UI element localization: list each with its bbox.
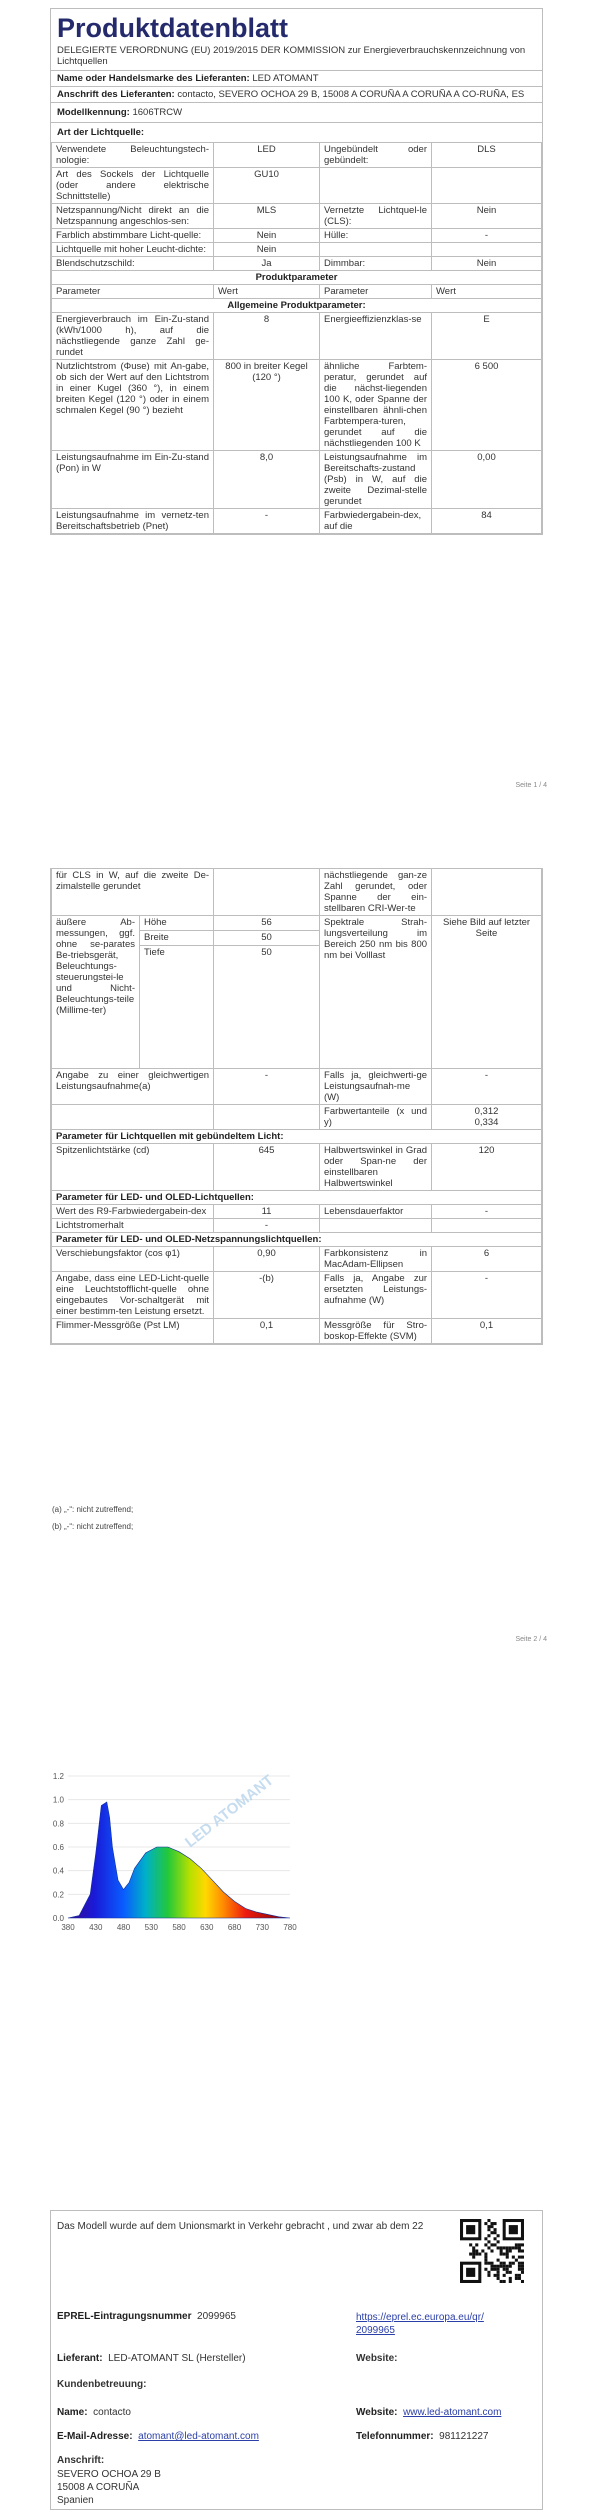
website2-link[interactable]: www.led-atomant.com <box>403 2407 502 2418</box>
dimensions-label: äußere Ab-messungen, ggf. ohne se-parates Be-triebsgerät, Beleuchtungs-steuerungstei-le und Nicht-Beleuchtungs-teile (Millime-ter) <box>52 916 140 1069</box>
type-param-value: GU10 <box>214 168 320 204</box>
email-label: E-Mail-Adresse: <box>57 2431 133 2442</box>
type-param-value: Nein <box>214 243 320 257</box>
led-param-value-2: - <box>432 1205 542 1219</box>
mains-param-value-2: 6 <box>432 1247 542 1272</box>
led-param-label-2 <box>320 1219 432 1233</box>
type-param-value-2: - <box>432 229 542 243</box>
p2-param-label-2: Farbwertanteile (x und y) <box>320 1105 432 1130</box>
type-row <box>52 143 542 168</box>
spectral-distribution-chart <box>40 1768 300 1948</box>
phone-label: Telefonnummer: <box>356 2431 434 2442</box>
general-param-value: 8 <box>214 313 320 360</box>
general-row <box>52 360 542 451</box>
mains-param-label: Flimmer-Messgröße (Pst LM) <box>52 1319 214 1344</box>
type-param-label-2: Vernetzte Lichtquel-le (CLS): <box>320 204 432 229</box>
spectral-label: Spektrale Strah-lungsverteilung im Bereich 250 nm bis 800 nm bei Volllast <box>320 916 432 1069</box>
type-row <box>52 243 542 257</box>
p2-row <box>52 1105 542 1130</box>
mains-param-value: 0,90 <box>214 1247 320 1272</box>
type-param-label-2: Hülle: <box>320 229 432 243</box>
eprel-label: EPREL-Eintragungsnummer <box>57 2311 192 2322</box>
type-param-label: Art des Sockels der Lichtquelle (oder andere elektrische Schnittstelle) <box>52 168 214 204</box>
led-header: Parameter für LED- und OLED-Lichtquellen: <box>52 1191 542 1205</box>
type-param-label: Verwendete Beleuchtungstech-nologie: <box>52 143 214 168</box>
type-param-label-2 <box>320 243 432 257</box>
y-tick-label: 0.6 <box>52 1843 64 1852</box>
p2-param-value-2: - <box>432 1069 542 1105</box>
p2-param-value-2: 0,312 0,334 <box>432 1105 542 1130</box>
product-params-header: Produktparameter <box>52 271 542 285</box>
supplier-address-row <box>51 86 542 102</box>
general-param-value-2: 0,00 <box>432 451 542 509</box>
general-param-value-2: 6 500 <box>432 360 542 451</box>
mains-row <box>52 1319 542 1344</box>
mains-param-label-2: Messgröße für Stro-boskop-Effekte (SVM) <box>320 1319 432 1344</box>
brand-label: Name oder Handelsmarke des Lieferanten: <box>57 73 250 84</box>
mains-param-label: Angabe, dass eine LED-Licht-quelle eine Leuchtstofflicht-quelle ohne eingebautes Vor-schaltgerät mit einer bestimm-ten Leistung ersetzt. <box>52 1272 214 1319</box>
datasheet-page-4 <box>50 2210 543 2510</box>
footnote-b: (b) „-“: nicht zutreffend; <box>52 1522 134 1531</box>
led-param-value: 11 <box>214 1205 320 1219</box>
dim-key-1: Breite <box>140 931 214 946</box>
type-row <box>52 168 542 204</box>
dim-key-0: Höhe <box>140 916 214 931</box>
type-row <box>52 204 542 229</box>
peak-intensity-label: Spitzenlichtstärke (cd) <box>52 1144 214 1191</box>
type-param-label-2: Ungebündelt oder gebündelt: <box>320 143 432 168</box>
dim-value-1: 50 <box>214 931 320 946</box>
general-param-label-2: ähnliche Farbtem-peratur, gerundet auf die nächst-liegenden 100 K, oder Spanne der einstellbaren ähnli-chen Farbtempera-turen, gerundet auf die nächstliegenden 100 K <box>320 360 432 451</box>
service-label: Kundenbetreuung: <box>57 2379 147 2390</box>
spectral-value: Siehe Bild auf letzter Seite <box>432 916 542 1069</box>
x-tick-label: 730 <box>255 1923 269 1932</box>
x-tick-label: 430 <box>89 1923 103 1932</box>
website2-label: Website: <box>356 2407 398 2418</box>
p2-param-value: - <box>214 1069 320 1105</box>
datasheet-page-1 <box>50 8 543 535</box>
mains-param-value-2: - <box>432 1272 542 1319</box>
led-row <box>52 1219 542 1233</box>
type-param-value: LED <box>214 143 320 168</box>
cont-param-c: nächstliegende gan-ze Zahl gerundet, oder Spanne der ein-stellbaren CRI-Wer-te <box>320 869 432 916</box>
address-label: Anschrift des Lieferanten: <box>57 89 175 100</box>
type-param-value-2: DLS <box>432 143 542 168</box>
mains-param-value-2: 0,1 <box>432 1319 542 1344</box>
x-tick-label: 630 <box>200 1923 214 1932</box>
supplier-value: LED-ATOMANT SL (Hersteller) <box>108 2353 246 2364</box>
type-param-label: Blendschutzschild: <box>52 257 214 271</box>
website-label: Website: <box>356 2353 398 2364</box>
mains-param-value: 0,1 <box>214 1319 320 1344</box>
eprel-value: 2099965 <box>197 2311 236 2322</box>
light-source-type-table <box>51 142 542 534</box>
mains-param-label-2: Farbkonsistenz in MacAdam-Ellipsen <box>320 1247 432 1272</box>
spectrum-area <box>68 1802 290 1918</box>
led-param-label: Lichtstromerhalt <box>52 1219 214 1233</box>
beam-angle-value: 120 <box>432 1144 542 1191</box>
general-param-label: Leistungsaufnahme im Ein-Zu-stand (Pon) in W <box>52 451 214 509</box>
type-param-value-2: Nein <box>432 204 542 229</box>
supplier-brand-row <box>51 70 542 86</box>
general-param-value-2: 84 <box>432 509 542 534</box>
general-param-label-2: Energieeffizienzklas-se <box>320 313 432 360</box>
p2-param-label-2: Falls ja, gleichwerti-ge Leistungsaufnah-me (W) <box>320 1069 432 1105</box>
bundled-header: Parameter für Lichtquellen mit gebündeltem Licht: <box>52 1130 542 1144</box>
type-param-label-2: Dimmbar: <box>320 257 432 271</box>
type-param-value: MLS <box>214 204 320 229</box>
general-params-header: Allgemeine Produktparameter: <box>52 299 542 313</box>
type-row <box>52 229 542 243</box>
type-param-value-2 <box>432 243 542 257</box>
addr-line-3: Spanien <box>57 2495 94 2506</box>
type-param-value-2 <box>432 168 542 204</box>
general-param-value: - <box>214 509 320 534</box>
led-row <box>52 1205 542 1219</box>
type-param-label: Netzspannung/Nicht direkt an die Netzspannung angeschlos-sen: <box>52 204 214 229</box>
peak-intensity-value: 645 <box>214 1144 320 1191</box>
watermark-text: LED ATOMANT <box>181 1771 277 1852</box>
mains-header: Parameter für LED- und OLED-Netzspannungslichtquellen: <box>52 1233 542 1247</box>
cont-param-a: für CLS in W, auf die zweite De-zimalstelle gerundet <box>52 869 214 916</box>
mains-param-value: -(b) <box>214 1272 320 1319</box>
y-tick-label: 0.4 <box>52 1866 64 1876</box>
p2-row <box>52 1069 542 1105</box>
p2-param-label <box>52 1105 214 1130</box>
market-text: Das Modell wurde auf dem Unionsmarkt in Verkehr gebracht , und zwar ab dem 22 <box>57 2221 424 2232</box>
p2-param-label: Angabe zu einer gleichwertigen Leistungsaufnahme(a) <box>52 1069 214 1105</box>
general-row <box>52 313 542 360</box>
general-param-value-2: E <box>432 313 542 360</box>
dim-value-0: 56 <box>214 916 320 931</box>
type-param-label: Farblich abstimmbare Licht-quelle: <box>52 229 214 243</box>
type-param-label-2 <box>320 168 432 204</box>
y-tick-label: 1.0 <box>52 1795 64 1805</box>
light-source-type-header: Art der Lichtquelle: <box>51 122 542 142</box>
page-number-1: Seite 1 / 4 <box>515 782 547 789</box>
regulation-text: DELEGIERTE VERORDNUNG (EU) 2019/2015 DER KOMMISSION zur Energieverbrauchskennzeichnung von Lichtquellen <box>57 45 526 67</box>
model-value: 1606TRCW <box>132 107 183 118</box>
phone-value: 981121227 <box>439 2431 489 2442</box>
beam-angle-label: Halbwertswinkel in Grad oder Span-ne der einstellbaren Halbwertswinkel <box>320 1144 432 1191</box>
supplier-label: Lieferant: <box>57 2353 103 2364</box>
addr-label: Anschrift: <box>57 2455 105 2466</box>
email-link[interactable]: atomant@led-atomant.com <box>138 2431 259 2442</box>
x-tick-label: 480 <box>116 1923 131 1932</box>
footnote-a: (a) „-“: nicht zutreffend; <box>52 1505 134 1514</box>
general-row <box>52 451 542 509</box>
model-row <box>51 102 542 122</box>
dim-value-2: 50 <box>214 946 320 1069</box>
col-value-2: Wert <box>432 285 542 299</box>
general-param-label: Leistungsaufnahme im vernetz-ten Bereitschaftsbetrieb (Pnet) <box>52 509 214 534</box>
type-param-label: Lichtquelle mit hoher Leucht-dichte: <box>52 243 214 257</box>
model-label: Modellkennung: <box>57 107 130 118</box>
led-param-label: Wert des R9-Farbwiedergabein-dex <box>52 1205 214 1219</box>
datasheet-page-2 <box>50 868 543 1345</box>
name-value: contacto <box>93 2407 131 2418</box>
mains-row <box>52 1272 542 1319</box>
eprel-link[interactable]: https://eprel.ec.europa.eu/qr/2099965 <box>356 2312 484 2336</box>
addr-line-1: SEVERO OCHOA 29 B <box>57 2469 161 2480</box>
general-row <box>52 509 542 534</box>
x-tick-label: 680 <box>227 1923 242 1932</box>
general-param-label-2: Farbwiedergabein-dex, auf die <box>320 509 432 534</box>
addr-line-2: 15008 A CORUÑA <box>57 2482 140 2493</box>
general-param-label: Nutzlichtstrom (Φuse) mit An-gabe, ob sich der Wert auf den Lichtstrom in einer Kugel (360 °), in einem breiten Kegel (120 °) oder in einem schmalen Kegel (90 °) bezieht <box>52 360 214 451</box>
col-param-2: Parameter <box>320 285 432 299</box>
x-tick-label: 580 <box>172 1923 186 1932</box>
dim-key-2: Tiefe <box>140 946 214 1069</box>
col-value-1: Wert <box>214 285 320 299</box>
brand-value: LED ATOMANT <box>252 73 319 84</box>
y-tick-label: 0.2 <box>52 1890 64 1900</box>
type-param-value: Nein <box>214 229 320 243</box>
general-param-value: 8,0 <box>214 451 320 509</box>
p2-param-value <box>214 1105 320 1130</box>
general-param-value: 800 in breiter Kegel (120 °) <box>214 360 320 451</box>
type-param-value-2: Nein <box>432 257 542 271</box>
x-tick-label: 380 <box>61 1923 75 1932</box>
y-tick-label: 0.0 <box>52 1914 64 1923</box>
params-table-continued <box>51 868 542 1344</box>
mains-param-label: Verschiebungsfaktor (cos φ1) <box>52 1247 214 1272</box>
y-tick-label: 1.2 <box>52 1772 64 1781</box>
page-title: Produktdatenblatt <box>57 13 289 43</box>
led-param-label-2: Lebensdauerfaktor <box>320 1205 432 1219</box>
led-param-value-2 <box>432 1219 542 1233</box>
type-row <box>52 257 542 271</box>
col-param-1: Parameter <box>52 285 214 299</box>
y-tick-label: 0.8 <box>52 1819 64 1829</box>
led-param-value: - <box>214 1219 320 1233</box>
type-param-value: Ja <box>214 257 320 271</box>
general-param-label-2: Leistungsaufnahme im Bereitschafts-zustand (Psb) in W, auf die zweite Dezimal-stelle gerundet <box>320 451 432 509</box>
mains-param-label-2: Falls ja, Angabe zur ersetzten Leistungs-aufnahme (W) <box>320 1272 432 1319</box>
spectrum-svg <box>40 1768 300 1948</box>
x-tick-label: 780 <box>283 1923 297 1932</box>
general-param-label: Energieverbrauch im Ein-Zu-stand (kWh/1000 h), auf die nächstliegende ganze Zahl ge-rundet <box>52 313 214 360</box>
address-value: contacto, SEVERO OCHOA 29 B, 15008 A CORUÑA A CORUÑA A CO-RUÑA, ES <box>177 89 525 100</box>
page-number-2: Seite 2 / 4 <box>515 1636 547 1643</box>
x-tick-label: 530 <box>144 1923 158 1932</box>
mains-row <box>52 1247 542 1272</box>
name-label: Name: <box>57 2407 88 2418</box>
qr-code-icon[interactable] <box>460 2219 524 2283</box>
